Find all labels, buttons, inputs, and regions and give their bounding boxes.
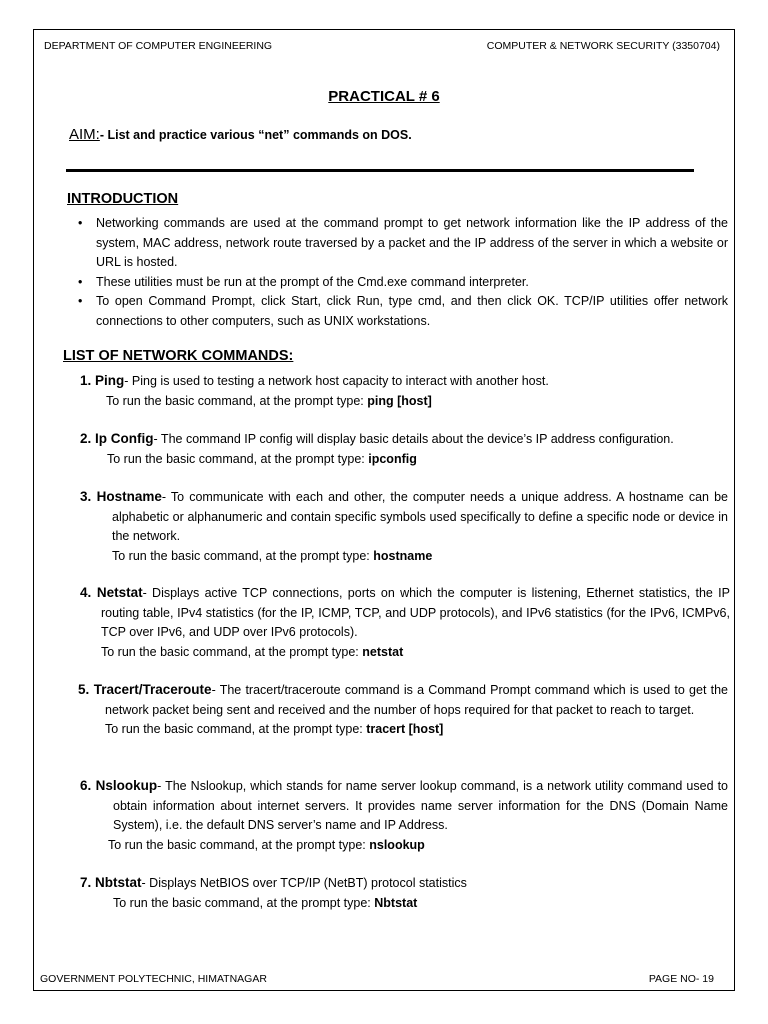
bullet-icon: •: [78, 294, 83, 308]
header-course: COMPUTER & NETWORK SECURITY (3350704): [486, 40, 720, 52]
practical-title: PRACTICAL # 6: [328, 88, 440, 105]
command-item-ping: 1. Ping- Ping is used to testing a network host capacity to interact with another host. To run the basic command, at the prompt type: ping [host]: [80, 373, 549, 408]
command-item-nbtstat: 7. Nbtstat- Displays NetBIOS over TCP/IP (NetBT) protocol statistics To run the basic command, at the prompt type: Nbtstat: [80, 875, 467, 910]
aim-label: AIM:: [69, 126, 100, 143]
aim-line: [69, 126, 412, 143]
introduction-heading: INTRODUCTION: [67, 191, 179, 207]
footer-institution: GOVERNMENT POLYTECHNIC, HIMATNAGAR: [40, 973, 267, 985]
command-item-netstat: 4. Netstat- Displays active TCP connections, ports on which the computer is listening, Ethernet statistics, the IP routing table, IPv4 statistics (for the IP, ICMP, TCP, and UDP protocols), and IPv6 statistics (for the IPv6, ICMPv6, TCP over IPv6, and UDP over IPv6 protocols). To run the basic command, at the prompt type: netstat: [80, 585, 730, 659]
command-item-ipconfig: 2. Ip Config- The command IP config will display basic details about the device’s IP address configuration. To run the basic command, at the prompt type: ipconfig: [80, 431, 674, 466]
header-department: DEPARTMENT OF COMPUTER ENGINEERING: [44, 40, 273, 52]
list-item: • To open Command Prompt, click Start, click Run, type cmd, and then click OK. TCP/IP utilities offer network connections to other computers, such as UNIX workstations.: [78, 294, 728, 328]
list-item: • These utilities must be run at the prompt of the Cmd.exe command interpreter.: [78, 273, 728, 293]
commands-heading: LIST OF NETWORK COMMANDS:: [63, 348, 294, 364]
footer-page-number: PAGE NO- 19: [648, 973, 714, 985]
list-item: • Networking commands are used at the command prompt to get network information like the IP address of the system, MAC address, network route traversed by a packet and the IP address of the server in which a website or URL is hosted.: [78, 216, 728, 269]
aim-text: - List and practice various “net” commands on DOS.: [99, 128, 412, 142]
bullet-icon: •: [78, 216, 83, 230]
introduction-bullets: [78, 214, 728, 331]
horizontal-rule: [66, 169, 694, 172]
command-item-tracert: 5. Tracert/Traceroute- The tracert/traceroute command is a Command Prompt command which is used to get the network packet being sent and received and the number of hops required for that packet to reach to target. To run the basic command, at the prompt type: tracert [host]: [78, 682, 728, 736]
command-item-hostname: 3. Hostname- To communicate with each and other, the computer needs a unique address. A hostname can be alphabetic or alphanumeric and contain specific symbols used specifically to define a specific node or device in the network. To run the basic command, at the prompt type: hostname: [80, 489, 728, 563]
command-item-nslookup: 6. Nslookup- The Nslookup, which stands for name server lookup command, is a network utility command used to obtain information about internet servers. It provides name server information for the DNS (Domain Name System), i.e. the default DNS server’s name and IP Address. To run the basic command, at the prompt type: nslookup: [80, 778, 728, 852]
bullet-icon: •: [78, 274, 83, 289]
